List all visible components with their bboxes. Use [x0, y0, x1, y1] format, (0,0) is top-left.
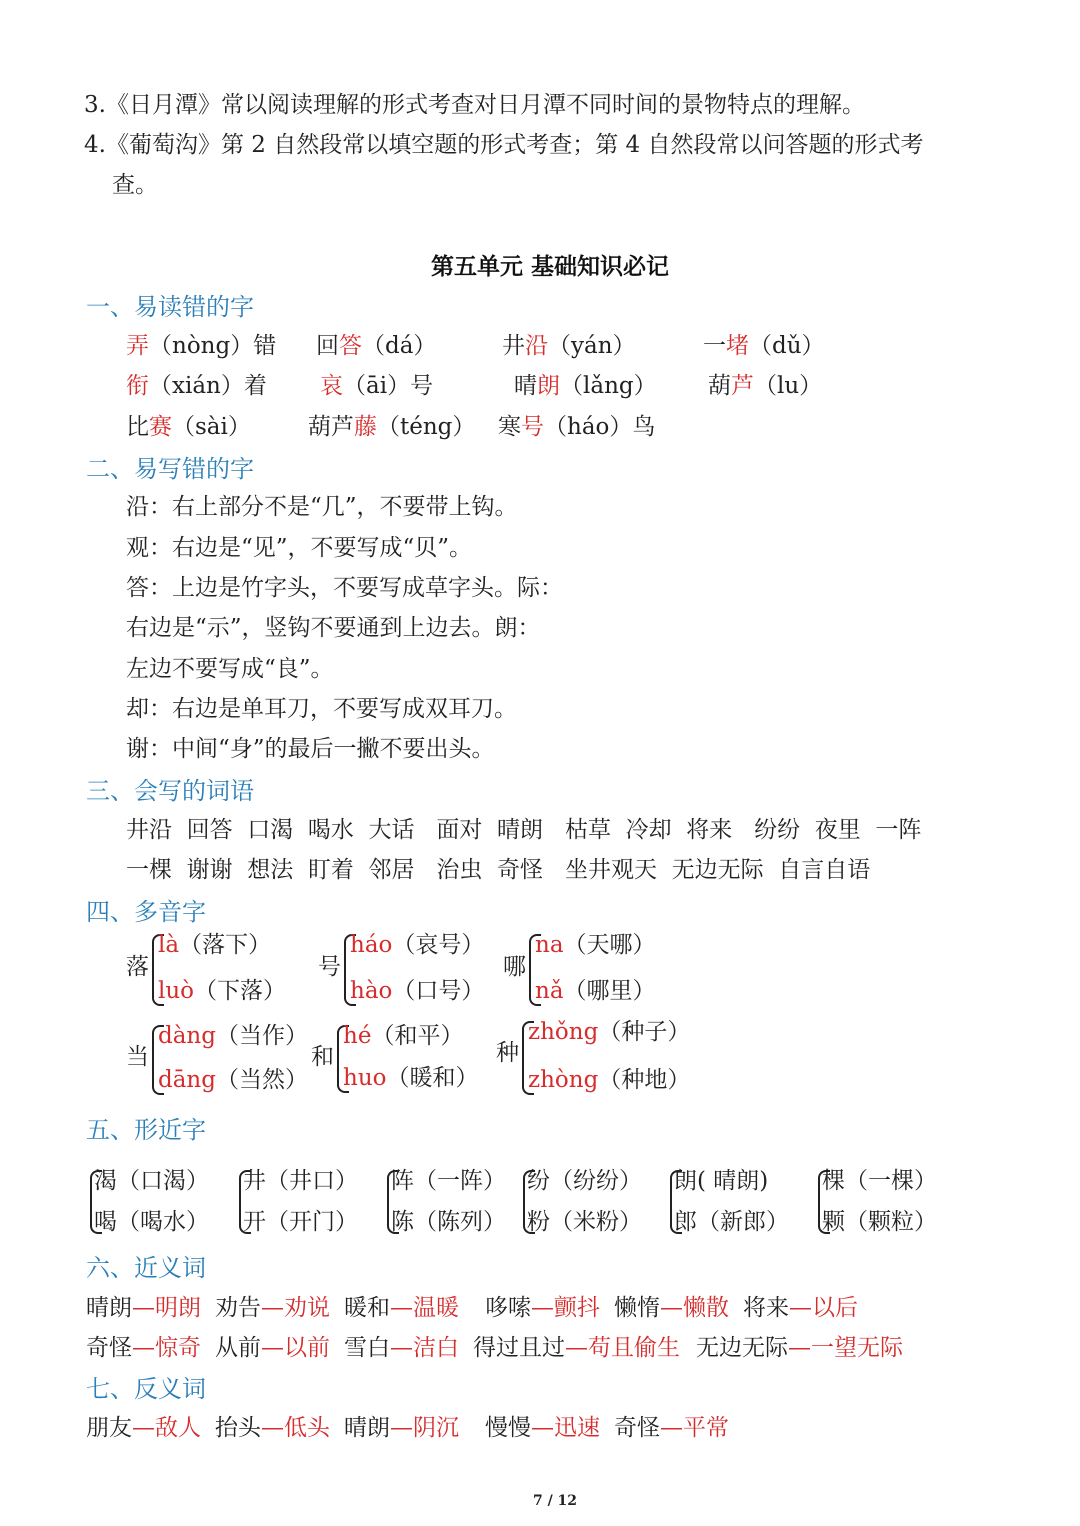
dash: — — [565, 1335, 588, 1361]
misread-item — [320, 367, 433, 400]
word: 奇怪 — [86, 1335, 132, 1361]
word-pair — [344, 1295, 459, 1321]
misread-char: 沿 — [525, 333, 548, 359]
dash: — — [390, 1335, 413, 1361]
example-word: （当作） — [215, 1023, 308, 1049]
word: 懒惰 — [614, 1295, 660, 1321]
pair-word: 迅速 — [554, 1415, 600, 1441]
pinyin: hé — [343, 1023, 372, 1049]
synonym-row-2 — [86, 1329, 917, 1362]
polyphone-reading — [350, 926, 484, 959]
similar-char-item: 棵（一棵） — [822, 1168, 937, 1194]
pinyin: hào — [350, 978, 393, 1004]
word-pair — [485, 1415, 600, 1441]
similar-char-item: 郎（新郎） — [674, 1209, 789, 1235]
misread-char: 哀 — [320, 373, 343, 399]
example-word: （暖和） — [386, 1065, 479, 1091]
word: 慢慢 — [485, 1415, 531, 1441]
intro-line-3: 3.《日月潭》常以阅读理解的形式考查对日月潭不同时间的景物特点的理解。 — [84, 92, 865, 118]
section-heading-7: 七、反义词 — [86, 1375, 206, 1403]
pinyin: zhòng — [528, 1067, 599, 1093]
dash: — — [789, 1295, 812, 1321]
polyphone-char: 和 — [311, 1044, 334, 1070]
polyphone-reading — [528, 1013, 690, 1046]
misread-item — [308, 408, 475, 441]
misread-prefix: 晴 — [514, 373, 537, 399]
pair-word: 懒散 — [683, 1295, 729, 1321]
misread-pinyin: （dá） — [362, 333, 437, 359]
word-pair — [344, 1335, 459, 1361]
similar-char-item: 井（井口） — [243, 1168, 358, 1194]
pair-word: 以后 — [812, 1295, 858, 1321]
misread-pinyin: （āi）号 — [343, 373, 434, 399]
intro-line-4-cont: 查。 — [112, 172, 158, 198]
note-line: 沿：右上部分不是“几”，不要带上钩。 — [126, 494, 518, 520]
misread-item — [126, 408, 251, 441]
misread-pinyin: （háo）鸟 — [544, 414, 656, 440]
misread-pinyin: （lu） — [754, 373, 823, 399]
note-line: 谢：中间“身”的最后一撇不要出头。 — [126, 736, 495, 762]
misread-char: 堵 — [726, 333, 749, 359]
misread-pinyin: （yán） — [548, 333, 636, 359]
dash: — — [660, 1415, 683, 1441]
dash: — — [261, 1335, 284, 1361]
section-heading-1: 一、易读错的字 — [86, 293, 254, 321]
misread-item — [703, 327, 825, 360]
pinyin: là — [158, 932, 180, 958]
polyphone-reading — [158, 1017, 308, 1050]
word: 晴朗 — [86, 1295, 132, 1321]
word: 无边无际 — [696, 1335, 788, 1361]
pinyin: dàng — [158, 1023, 216, 1049]
misread-char: 藤 — [354, 414, 377, 440]
example-word: （天哪） — [563, 932, 656, 958]
dash: — — [660, 1295, 683, 1321]
pair-word: 以前 — [284, 1335, 330, 1361]
word: 从前 — [215, 1335, 261, 1361]
word-list-line-1: 井沿 回答 口渴 喝水 大话 面对 晴朗 枯草 冷却 将来 纷纷 夜里 一阵 — [126, 817, 922, 843]
polyphone-reading — [535, 972, 656, 1005]
word-pair — [215, 1335, 330, 1361]
misread-char: 朗 — [537, 373, 560, 399]
similar-char-item: 喝（喝水） — [94, 1209, 209, 1235]
note-line: 右边是“示”，竖钩不要通到上边去。朗： — [126, 615, 541, 641]
word-pair — [86, 1335, 201, 1361]
word: 暖和 — [344, 1295, 390, 1321]
polyphone-reading — [343, 1017, 463, 1050]
similar-char-item: 颗（颗粒） — [822, 1209, 937, 1235]
pair-word: 平常 — [683, 1415, 729, 1441]
dash: — — [132, 1415, 155, 1441]
pinyin: huo — [343, 1065, 387, 1091]
word: 抬头 — [215, 1415, 261, 1441]
dash: — — [132, 1295, 155, 1321]
dash: — — [788, 1335, 811, 1361]
pair-word: 洁白 — [413, 1335, 459, 1361]
word-pair — [86, 1415, 201, 1441]
pinyin: dāng — [158, 1067, 216, 1093]
dash: — — [261, 1295, 284, 1321]
misread-char: 答 — [339, 333, 362, 359]
misread-char: 衔 — [126, 373, 149, 399]
word: 晴朗 — [344, 1415, 390, 1441]
dash: — — [261, 1415, 284, 1441]
page-title: 第五单元 基础知识必记 — [430, 254, 669, 280]
polyphone-reading — [535, 926, 656, 959]
misread-item — [126, 327, 276, 360]
antonym-row — [86, 1409, 743, 1442]
polyphone-char: 种 — [496, 1040, 519, 1066]
misread-item — [708, 367, 822, 400]
misread-pinyin: （dǔ） — [749, 333, 825, 359]
pinyin: háo — [350, 932, 393, 958]
example-word: （当然） — [215, 1067, 308, 1093]
similar-char-item: 陈（陈列） — [391, 1209, 506, 1235]
word: 将来 — [743, 1295, 789, 1321]
misread-item — [502, 327, 636, 360]
polyphone-char: 落 — [126, 954, 149, 980]
word-pair — [485, 1295, 600, 1321]
dash: — — [132, 1335, 155, 1361]
section-heading-3: 三、会写的词语 — [86, 777, 254, 805]
misread-pinyin: （sài） — [172, 414, 251, 440]
intro-line-4: 4.《葡萄沟》第 2 自然段常以填空题的形式考查；第 4 自然段常以问答题的形式考 — [84, 132, 924, 158]
word: 雪白 — [344, 1335, 390, 1361]
word-pair — [215, 1295, 330, 1321]
example-word: （口号） — [392, 978, 485, 1004]
section-heading-6: 六、近义词 — [86, 1254, 206, 1282]
pinyin: zhǒng — [528, 1019, 599, 1045]
word-pair — [215, 1415, 330, 1441]
misread-prefix: 井 — [502, 333, 525, 359]
misread-prefix: 寒 — [498, 414, 521, 440]
word-pair — [743, 1295, 858, 1321]
similar-char-item: 朗( 晴朗) — [674, 1168, 769, 1194]
polyphone-char: 号 — [318, 954, 341, 980]
misread-item — [498, 408, 655, 441]
example-word: （和平） — [371, 1023, 464, 1049]
dash: — — [390, 1295, 413, 1321]
example-word: （落下） — [179, 932, 272, 958]
pair-word: 劝说 — [284, 1295, 330, 1321]
pair-word: 颤抖 — [554, 1295, 600, 1321]
similar-char-item: 粉（米粉） — [527, 1209, 642, 1235]
pair-word: 明朗 — [155, 1295, 201, 1321]
section-heading-5: 五、形近字 — [86, 1116, 206, 1144]
misread-item — [126, 367, 267, 400]
word: 奇怪 — [614, 1415, 660, 1441]
example-word: （种地） — [598, 1067, 691, 1093]
misread-prefix: 葫芦 — [308, 414, 354, 440]
misread-char: 芦 — [731, 373, 754, 399]
polyphone-reading — [350, 972, 484, 1005]
word-pair — [86, 1295, 201, 1321]
example-word: （下落） — [194, 978, 287, 1004]
similar-char-item: 阵（一阵） — [391, 1168, 506, 1194]
pair-word: 一望无际 — [811, 1335, 903, 1361]
section-heading-4: 四、多音字 — [86, 898, 206, 926]
dash: — — [531, 1415, 554, 1441]
polyphone-reading — [158, 972, 286, 1005]
similar-char-item: 开（开门） — [243, 1209, 358, 1235]
synonym-row-1 — [86, 1289, 872, 1322]
section-heading-2: 二、易写错的字 — [86, 455, 254, 483]
word-pair — [614, 1415, 729, 1441]
example-word: （哀号） — [392, 932, 485, 958]
dash: — — [531, 1295, 554, 1321]
misread-prefix: 一 — [703, 333, 726, 359]
word-pair — [344, 1415, 459, 1441]
polyphone-reading — [528, 1061, 690, 1094]
misread-prefix: 比 — [126, 414, 149, 440]
note-line: 左边不要写成“良”。 — [126, 656, 334, 682]
pair-word: 阴沉 — [413, 1415, 459, 1441]
similar-char-item: 纷（纷纷） — [527, 1168, 642, 1194]
polyphone-char: 当 — [126, 1044, 149, 1070]
word-list-line-2: 一棵 谢谢 想法 盯着 邻居 治虫 奇怪 坐井观天 无边无际 自言自语 — [126, 857, 871, 883]
pair-word: 敌人 — [155, 1415, 201, 1441]
misread-char: 赛 — [149, 414, 172, 440]
misread-pinyin: （lǎng） — [560, 373, 657, 399]
note-line: 答：上边是竹字头，不要写成草字头。际： — [126, 575, 563, 601]
example-word: （哪里） — [563, 978, 656, 1004]
misread-pinyin: （téng） — [377, 414, 476, 440]
pinyin: luò — [158, 978, 195, 1004]
dash: — — [390, 1415, 413, 1441]
pair-word: 低头 — [284, 1415, 330, 1441]
misread-pinyin: （nòng）错 — [149, 333, 277, 359]
word: 劝告 — [215, 1295, 261, 1321]
misread-char: 弄 — [126, 333, 149, 359]
misread-item — [514, 367, 657, 400]
word: 得过且过 — [473, 1335, 565, 1361]
polyphone-reading — [158, 1061, 308, 1094]
word-pair — [473, 1335, 680, 1361]
word-pair — [696, 1335, 903, 1361]
polyphone-reading — [343, 1059, 478, 1092]
example-word: （种子） — [598, 1019, 691, 1045]
pair-word: 苟且偷生 — [588, 1335, 680, 1361]
similar-char-item: 渴（口渴） — [94, 1168, 209, 1194]
word: 朋友 — [86, 1415, 132, 1441]
page-number: 7 / 12 — [532, 1493, 578, 1509]
misread-prefix: 回 — [316, 333, 339, 359]
pair-word: 惊奇 — [155, 1335, 201, 1361]
note-line: 观：右边是“见”，不要写成“贝”。 — [126, 535, 473, 561]
polyphone-char: 哪 — [503, 954, 526, 980]
misread-prefix: 葫 — [708, 373, 731, 399]
word-pair — [614, 1295, 729, 1321]
misread-char: 号 — [521, 414, 544, 440]
pinyin: nǎ — [535, 978, 564, 1004]
word: 哆嗦 — [485, 1295, 531, 1321]
polyphone-reading — [158, 926, 271, 959]
note-line: 却：右边是单耳刀，不要写成双耳刀。 — [126, 696, 517, 722]
pair-word: 温暖 — [413, 1295, 459, 1321]
misread-pinyin: （xián）着 — [149, 373, 267, 399]
pinyin: na — [535, 932, 564, 958]
misread-item — [316, 327, 436, 360]
